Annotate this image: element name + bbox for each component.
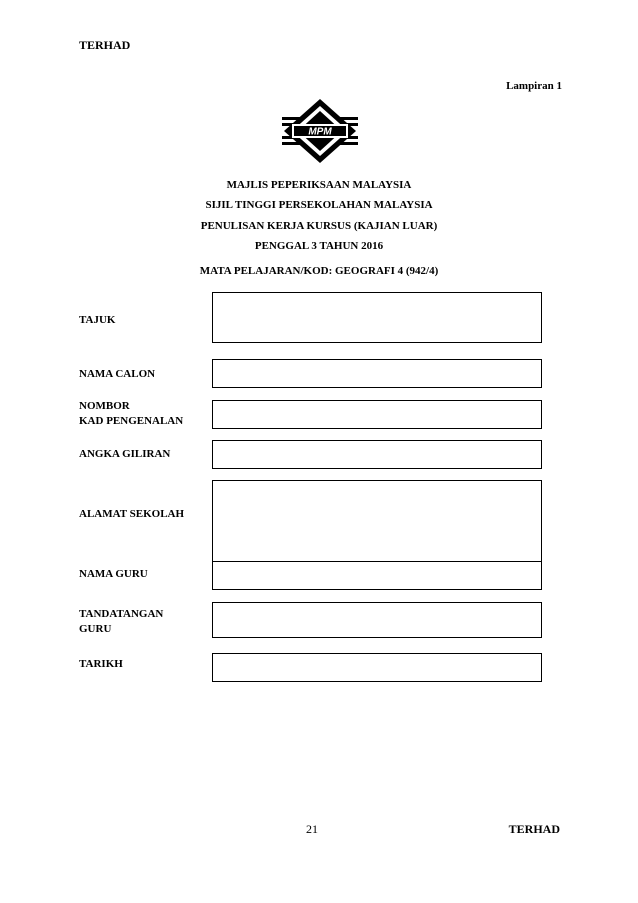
title-certificate: SIJIL TINGGI PERSEKOLAHAN MALAYSIA [205,199,433,211]
subject-code: MATA PELAJARAN/KOD: GEOGRAFI 4 (942/4) [199,265,439,277]
classification-footer: TERHAD [508,822,560,836]
alamat-sekolah-field[interactable] [212,480,542,562]
nombor-kad-label-line1: NOMBOR [79,400,130,412]
mpm-logo [282,97,358,165]
tajuk-label: TAJUK [79,314,116,326]
nombor-kad-label-line2: KAD PENGENALAN [79,415,184,427]
title-coursework: PENULISAN KERJA KURSUS (KAJIAN LUAR) [200,220,438,232]
tajuk-field[interactable] [212,292,542,343]
logo-text: MPM [308,126,332,138]
title-council: MAJLIS PEPERIKSAAN MALAYSIA [226,179,412,191]
nombor-kad-label [79,399,183,429]
tandatangan-label-line2: GURU [79,623,112,635]
angka-giliran-field[interactable] [212,440,542,469]
tarikh-label: TARIKH [79,658,123,670]
classification-header: TERHAD [79,38,131,52]
tarikh-field[interactable] [212,653,542,682]
title-term: PENGGAL 3 TAHUN 2016 [254,240,384,252]
tandatangan-label-line1: TANDATANGAN [79,608,164,620]
alamat-sekolah-label: ALAMAT SEKOLAH [79,508,185,520]
attachment-label: Lampiran 1 [506,80,562,92]
nama-guru-label: NAMA GURU [79,568,148,580]
nama-calon-field[interactable] [212,359,542,388]
nama-calon-label: NAMA CALON [79,368,156,380]
tandatangan-field[interactable] [212,602,542,638]
nama-guru-field[interactable] [212,561,542,590]
tandatangan-label [79,607,163,637]
page-number: 21 [306,822,318,836]
angka-giliran-label: ANGKA GILIRAN [79,448,171,460]
nombor-kad-field[interactable] [212,400,542,429]
